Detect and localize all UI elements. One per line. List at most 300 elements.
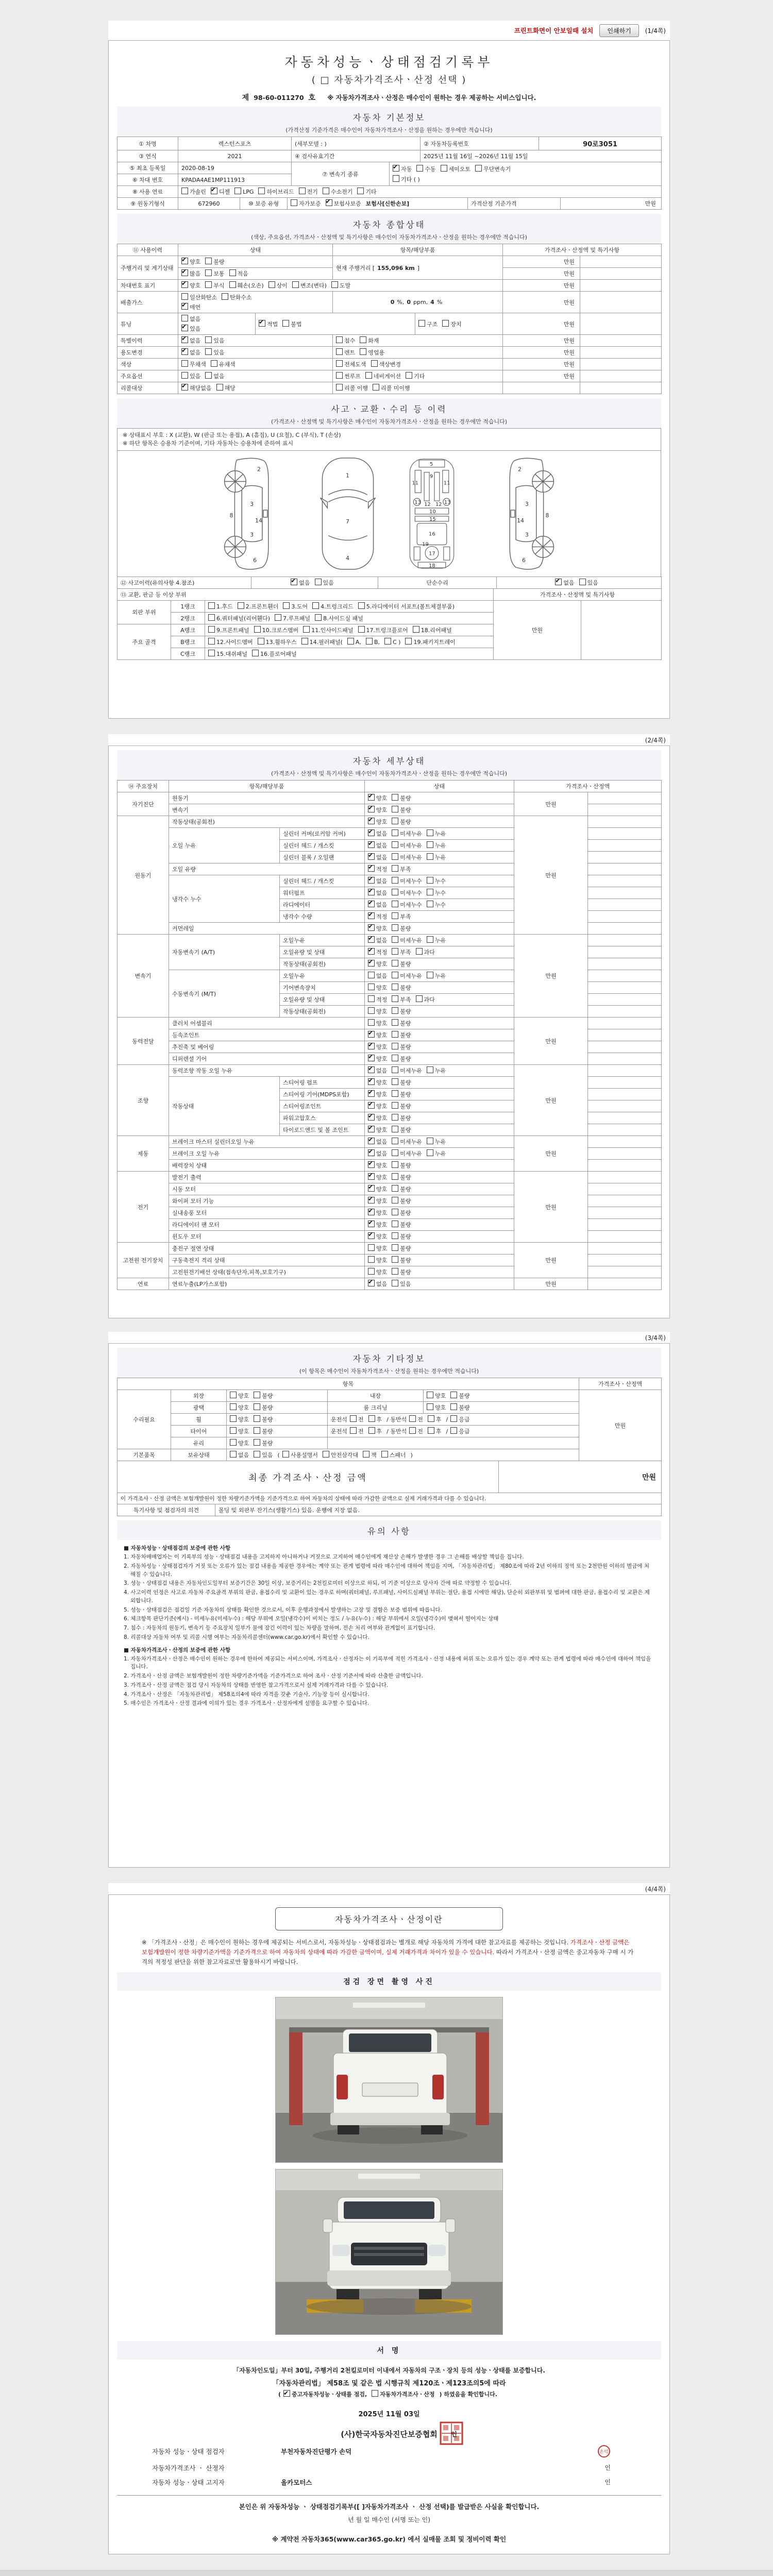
checkbox-option[interactable] <box>368 841 387 850</box>
checkbox-option[interactable] <box>381 1451 406 1459</box>
checkbox-option[interactable] <box>336 348 355 357</box>
unchecked-checkbox-icon[interactable] <box>368 1007 375 1014</box>
checkbox-option[interactable] <box>368 1232 387 1241</box>
checkbox-option[interactable] <box>366 638 380 646</box>
unchecked-checkbox-icon[interactable] <box>205 372 212 379</box>
unchecked-checkbox-icon[interactable] <box>208 638 215 645</box>
checkbox-option[interactable] <box>392 1185 411 1193</box>
unchecked-checkbox-icon[interactable] <box>336 372 343 379</box>
checkbox-option[interactable] <box>208 602 233 611</box>
checkbox-option[interactable] <box>427 1066 446 1075</box>
unchecked-checkbox-icon[interactable] <box>450 1403 457 1410</box>
unchecked-checkbox-icon[interactable] <box>360 336 366 343</box>
checkbox-option[interactable] <box>181 281 200 290</box>
unchecked-checkbox-icon[interactable] <box>392 1197 398 1204</box>
unchecked-checkbox-icon[interactable] <box>315 614 322 621</box>
unchecked-checkbox-icon[interactable] <box>392 924 398 931</box>
unchecked-checkbox-icon[interactable] <box>258 188 265 194</box>
unchecked-checkbox-icon[interactable] <box>368 1415 375 1422</box>
checkbox-option[interactable] <box>392 1221 411 1229</box>
checkbox-option[interactable] <box>208 614 270 622</box>
unchecked-checkbox-icon[interactable] <box>372 2390 378 2397</box>
unchecked-checkbox-icon[interactable] <box>360 348 366 355</box>
unchecked-checkbox-icon[interactable] <box>268 281 275 288</box>
checkbox-option[interactable] <box>368 1209 387 1217</box>
checkbox-option[interactable] <box>373 384 410 392</box>
unchecked-checkbox-icon[interactable] <box>358 626 365 633</box>
unchecked-checkbox-icon[interactable] <box>579 579 586 585</box>
checkbox-option[interactable] <box>205 269 224 278</box>
checkbox-option[interactable] <box>392 1031 411 1039</box>
checkbox-option[interactable] <box>350 1427 364 1435</box>
checkbox-option[interactable] <box>368 1149 387 1158</box>
checkbox-option[interactable] <box>368 995 387 1004</box>
unchecked-checkbox-icon[interactable] <box>392 960 398 967</box>
checkbox-option[interactable] <box>312 602 354 611</box>
unchecked-checkbox-icon[interactable] <box>392 829 398 836</box>
checkbox-option[interactable] <box>413 626 452 634</box>
unchecked-checkbox-icon[interactable] <box>291 199 297 206</box>
unchecked-checkbox-icon[interactable] <box>315 579 322 585</box>
unchecked-checkbox-icon[interactable] <box>205 336 212 343</box>
checked-checkbox-icon[interactable] <box>368 912 375 919</box>
unchecked-checkbox-icon[interactable] <box>365 372 372 379</box>
checkbox-option[interactable] <box>427 1392 446 1400</box>
checkbox-option[interactable] <box>254 1427 273 1435</box>
checkbox-option[interactable] <box>392 1149 422 1158</box>
checked-checkbox-icon[interactable] <box>368 1126 375 1132</box>
unchecked-checkbox-icon[interactable] <box>392 1256 398 1263</box>
checked-checkbox-icon[interactable] <box>368 1232 375 1239</box>
unchecked-checkbox-icon[interactable] <box>392 1078 398 1085</box>
checkbox-option[interactable] <box>392 853 422 861</box>
checkbox-option[interactable] <box>368 984 387 992</box>
unchecked-checkbox-icon[interactable] <box>336 384 343 391</box>
checkbox-option[interactable] <box>268 281 288 290</box>
unchecked-checkbox-icon[interactable] <box>208 626 215 633</box>
unchecked-checkbox-icon[interactable] <box>441 165 447 172</box>
checkbox-option[interactable] <box>450 1415 469 1423</box>
checkbox-option[interactable] <box>392 1256 411 1264</box>
unchecked-checkbox-icon[interactable] <box>230 1415 237 1422</box>
unchecked-checkbox-icon[interactable] <box>254 1403 260 1410</box>
unchecked-checkbox-icon[interactable] <box>413 626 419 633</box>
checkbox-option[interactable] <box>392 1138 422 1146</box>
checked-checkbox-icon[interactable] <box>368 1280 375 1286</box>
checkbox-option[interactable] <box>181 269 200 278</box>
checkbox-option[interactable] <box>392 806 411 814</box>
unchecked-checkbox-icon[interactable] <box>381 1451 388 1458</box>
checkbox-option[interactable] <box>211 360 236 368</box>
checkbox-option[interactable] <box>368 1185 387 1193</box>
checkbox-option[interactable] <box>208 650 247 658</box>
print-button[interactable]: 인쇄하기 <box>599 24 638 37</box>
checkbox-option[interactable] <box>392 1173 411 1181</box>
unchecked-checkbox-icon[interactable] <box>416 165 423 172</box>
checkbox-option[interactable] <box>315 614 363 622</box>
checkbox-option[interactable] <box>283 602 308 611</box>
checkbox-option[interactable] <box>205 258 224 266</box>
unchecked-checkbox-icon[interactable] <box>392 853 398 860</box>
checked-checkbox-icon[interactable] <box>368 1161 375 1168</box>
unchecked-checkbox-icon[interactable] <box>392 1268 398 1275</box>
checkbox-option[interactable] <box>418 320 438 328</box>
unchecked-checkbox-icon[interactable] <box>450 1392 457 1398</box>
unchecked-checkbox-icon[interactable] <box>350 1415 357 1422</box>
unchecked-checkbox-icon[interactable] <box>392 995 398 1002</box>
checkbox-option[interactable] <box>205 348 224 357</box>
unchecked-checkbox-icon[interactable] <box>427 889 433 895</box>
unchecked-checkbox-icon[interactable] <box>405 638 412 645</box>
checkbox-option[interactable] <box>336 336 355 345</box>
checkbox-option[interactable] <box>409 1415 423 1423</box>
unchecked-checkbox-icon[interactable] <box>392 1031 398 1038</box>
checkbox-option[interactable] <box>392 1161 411 1170</box>
checkbox-option[interactable] <box>360 348 384 357</box>
unchecked-checkbox-icon[interactable] <box>254 1427 260 1434</box>
checked-checkbox-icon[interactable] <box>393 165 399 172</box>
checkbox-option[interactable] <box>205 281 224 290</box>
unchecked-checkbox-icon[interactable] <box>303 626 310 633</box>
checkbox-option[interactable] <box>291 579 310 587</box>
checkbox-option[interactable] <box>368 972 387 980</box>
unchecked-checkbox-icon[interactable] <box>373 384 379 391</box>
checkbox-option[interactable] <box>384 638 400 646</box>
checkbox-option[interactable] <box>181 303 200 311</box>
checked-checkbox-icon[interactable] <box>181 258 188 264</box>
checkbox-option[interactable] <box>406 372 425 380</box>
checked-checkbox-icon[interactable] <box>291 579 297 585</box>
unchecked-checkbox-icon[interactable] <box>427 1392 433 1398</box>
checkbox-option[interactable] <box>181 293 217 301</box>
checked-checkbox-icon[interactable] <box>368 1031 375 1038</box>
unchecked-checkbox-icon[interactable] <box>392 1149 398 1156</box>
unchecked-checkbox-icon[interactable] <box>323 1451 329 1458</box>
checkbox-option[interactable] <box>368 1415 382 1423</box>
checkbox-option[interactable] <box>259 320 278 328</box>
checkbox-option[interactable] <box>368 1161 387 1170</box>
checked-checkbox-icon[interactable] <box>368 1102 375 1109</box>
checkbox-option[interactable] <box>254 1403 273 1412</box>
checkbox-option[interactable] <box>427 1149 446 1158</box>
unchecked-checkbox-icon[interactable] <box>331 281 338 288</box>
checkbox-option[interactable] <box>392 1232 411 1241</box>
unchecked-checkbox-icon[interactable] <box>427 1149 433 1156</box>
checkbox-option[interactable] <box>427 1403 446 1412</box>
unchecked-checkbox-icon[interactable] <box>392 1066 398 1073</box>
checkbox-option[interactable] <box>392 936 422 944</box>
checkbox-option[interactable] <box>323 1451 358 1459</box>
checkbox-option[interactable] <box>181 360 206 368</box>
checkbox-option[interactable] <box>392 829 422 838</box>
checkbox-option[interactable] <box>392 984 411 992</box>
checkbox-option[interactable] <box>368 1138 387 1146</box>
checkbox-option[interactable] <box>368 936 387 944</box>
checked-checkbox-icon[interactable] <box>368 1173 375 1180</box>
checkbox-option[interactable] <box>208 626 249 634</box>
unchecked-checkbox-icon[interactable] <box>254 1439 260 1446</box>
unchecked-checkbox-icon[interactable] <box>392 1232 398 1239</box>
checkbox-option[interactable] <box>392 972 422 980</box>
unchecked-checkbox-icon[interactable] <box>230 1451 237 1458</box>
unchecked-checkbox-icon[interactable] <box>392 901 398 907</box>
checked-checkbox-icon[interactable] <box>181 325 188 331</box>
unchecked-checkbox-icon[interactable] <box>416 948 423 955</box>
checkbox-option[interactable] <box>368 1221 387 1229</box>
unchecked-checkbox-icon[interactable] <box>254 626 261 633</box>
checkbox-option[interactable] <box>230 1439 249 1447</box>
checkbox-option[interactable] <box>181 315 200 323</box>
checked-checkbox-icon[interactable] <box>181 281 188 288</box>
checkbox-option[interactable] <box>392 1209 411 1217</box>
unchecked-checkbox-icon[interactable] <box>392 1244 398 1251</box>
checkbox-option[interactable] <box>208 638 253 646</box>
unchecked-checkbox-icon[interactable] <box>450 1427 457 1434</box>
checkbox-option[interactable] <box>368 1078 387 1087</box>
checkbox-option[interactable] <box>368 865 387 873</box>
unchecked-checkbox-icon[interactable] <box>222 293 228 300</box>
checkbox-option[interactable] <box>229 281 264 290</box>
unchecked-checkbox-icon[interactable] <box>368 1268 375 1275</box>
unchecked-checkbox-icon[interactable] <box>229 281 236 288</box>
unchecked-checkbox-icon[interactable] <box>254 1415 260 1422</box>
checkbox-option[interactable] <box>428 1415 442 1423</box>
checkbox-option[interactable] <box>368 829 387 838</box>
checked-checkbox-icon[interactable] <box>259 320 265 327</box>
checkbox-option[interactable] <box>331 281 350 290</box>
checkbox-option[interactable] <box>258 188 294 196</box>
unchecked-checkbox-icon[interactable] <box>371 360 378 367</box>
checkbox-option[interactable] <box>392 1090 411 1098</box>
unchecked-checkbox-icon[interactable] <box>368 1244 375 1251</box>
checkbox-option[interactable] <box>301 638 343 646</box>
unchecked-checkbox-icon[interactable] <box>357 188 364 194</box>
checkbox-option[interactable] <box>299 188 318 196</box>
checkbox-option[interactable] <box>368 1280 387 1288</box>
checked-checkbox-icon[interactable] <box>368 1043 375 1049</box>
unchecked-checkbox-icon[interactable] <box>208 650 215 656</box>
checkbox-option[interactable] <box>427 841 446 850</box>
unchecked-checkbox-icon[interactable] <box>230 1439 237 1446</box>
checkbox-option[interactable] <box>368 1197 387 1205</box>
unchecked-checkbox-icon[interactable] <box>428 1415 434 1422</box>
checked-checkbox-icon[interactable] <box>368 1221 375 1227</box>
unchecked-checkbox-icon[interactable] <box>229 269 236 276</box>
unchecked-checkbox-icon[interactable] <box>208 614 215 621</box>
checkbox-option[interactable] <box>368 853 387 861</box>
unchecked-checkbox-icon[interactable] <box>216 384 223 391</box>
checked-checkbox-icon[interactable] <box>368 853 375 860</box>
checkbox-option[interactable] <box>405 638 455 646</box>
checkbox-option[interactable] <box>392 960 411 968</box>
unchecked-checkbox-icon[interactable] <box>392 1185 398 1192</box>
checkbox-option[interactable] <box>416 995 435 1004</box>
checkbox-option[interactable] <box>323 188 353 196</box>
checked-checkbox-icon[interactable] <box>368 865 375 872</box>
unchecked-checkbox-icon[interactable] <box>358 602 365 609</box>
unchecked-checkbox-icon[interactable] <box>301 638 308 645</box>
unchecked-checkbox-icon[interactable] <box>427 829 433 836</box>
unchecked-checkbox-icon[interactable] <box>384 638 391 645</box>
unchecked-checkbox-icon[interactable] <box>392 877 398 884</box>
checkbox-option[interactable] <box>392 924 411 933</box>
unchecked-checkbox-icon[interactable] <box>392 1221 398 1227</box>
unchecked-checkbox-icon[interactable] <box>368 1427 375 1434</box>
checkbox-option[interactable] <box>368 1019 387 1027</box>
checkbox-option[interactable] <box>475 165 511 173</box>
checkbox-option[interactable] <box>409 1427 423 1435</box>
unchecked-checkbox-icon[interactable] <box>409 1427 416 1434</box>
checkbox-option[interactable] <box>181 372 200 380</box>
checkbox-option[interactable] <box>360 336 379 345</box>
checkbox-option[interactable] <box>230 1392 249 1400</box>
checkbox-option[interactable] <box>392 818 411 826</box>
checkbox-option[interactable] <box>358 602 455 611</box>
checkbox-option[interactable] <box>216 384 236 392</box>
checked-checkbox-icon[interactable] <box>368 841 375 848</box>
checkbox-option[interactable] <box>392 1043 411 1051</box>
checkbox-option[interactable] <box>368 818 387 826</box>
checked-checkbox-icon[interactable] <box>368 818 375 824</box>
unchecked-checkbox-icon[interactable] <box>427 1138 433 1144</box>
unchecked-checkbox-icon[interactable] <box>181 293 188 300</box>
checkbox-option[interactable] <box>326 199 361 208</box>
unchecked-checkbox-icon[interactable] <box>392 1280 398 1286</box>
checked-checkbox-icon[interactable] <box>368 924 375 931</box>
checkbox-option[interactable] <box>368 901 387 909</box>
checked-checkbox-icon[interactable] <box>368 1090 375 1097</box>
unchecked-checkbox-icon[interactable] <box>283 602 290 609</box>
unchecked-checkbox-icon[interactable] <box>392 912 398 919</box>
unchecked-checkbox-icon[interactable] <box>181 372 188 379</box>
unchecked-checkbox-icon[interactable] <box>416 995 423 1002</box>
unchecked-checkbox-icon[interactable] <box>392 1209 398 1215</box>
checkbox-option[interactable] <box>555 579 574 587</box>
checkbox-option[interactable] <box>368 924 387 933</box>
checkbox-option[interactable] <box>368 1268 387 1276</box>
unchecked-checkbox-icon[interactable] <box>427 972 433 978</box>
unchecked-checkbox-icon[interactable] <box>368 1019 375 1026</box>
unchecked-checkbox-icon[interactable] <box>427 877 433 884</box>
checkbox-option[interactable] <box>254 1451 273 1459</box>
checkbox-option[interactable] <box>282 320 301 328</box>
checkbox-option[interactable] <box>282 1451 318 1459</box>
checkbox-option[interactable] <box>392 865 411 873</box>
checkbox-option[interactable] <box>347 638 361 646</box>
unchecked-checkbox-icon[interactable] <box>427 936 433 943</box>
unchecked-checkbox-icon[interactable] <box>299 188 306 194</box>
checked-checkbox-icon[interactable] <box>368 806 375 812</box>
unchecked-checkbox-icon[interactable] <box>205 258 212 264</box>
checked-checkbox-icon[interactable] <box>368 1138 375 1144</box>
checkbox-option[interactable] <box>230 1451 249 1459</box>
checked-checkbox-icon[interactable] <box>368 794 375 801</box>
checkbox-option[interactable] <box>427 877 446 885</box>
unchecked-checkbox-icon[interactable] <box>323 188 329 194</box>
checkbox-option[interactable] <box>368 1066 387 1075</box>
unchecked-checkbox-icon[interactable] <box>336 348 343 355</box>
checkbox-option[interactable] <box>368 794 387 802</box>
unchecked-checkbox-icon[interactable] <box>181 315 188 321</box>
unchecked-checkbox-icon[interactable] <box>393 175 399 182</box>
checkbox-option[interactable] <box>450 1403 469 1412</box>
unchecked-checkbox-icon[interactable] <box>392 889 398 895</box>
checked-checkbox-icon[interactable] <box>181 303 188 310</box>
checkbox-option[interactable] <box>368 1126 387 1134</box>
unchecked-checkbox-icon[interactable] <box>392 1138 398 1144</box>
checkbox-option[interactable] <box>254 1415 273 1423</box>
unchecked-checkbox-icon[interactable] <box>230 1427 237 1434</box>
unchecked-checkbox-icon[interactable] <box>392 1043 398 1049</box>
checkbox-option[interactable] <box>363 1451 377 1459</box>
checkbox-option[interactable] <box>368 912 387 921</box>
checkbox-option[interactable] <box>254 1439 273 1447</box>
unchecked-checkbox-icon[interactable] <box>475 165 482 172</box>
checkbox-option[interactable] <box>357 188 376 196</box>
checked-checkbox-icon[interactable] <box>181 336 188 343</box>
unchecked-checkbox-icon[interactable] <box>347 638 354 645</box>
checkbox-option[interactable] <box>372 2389 434 2400</box>
unchecked-checkbox-icon[interactable] <box>230 1403 237 1410</box>
unchecked-checkbox-icon[interactable] <box>392 818 398 824</box>
unchecked-checkbox-icon[interactable] <box>252 650 259 656</box>
checked-checkbox-icon[interactable] <box>368 829 375 836</box>
checkbox-option[interactable] <box>427 889 446 897</box>
checkbox-option[interactable] <box>205 336 224 345</box>
checkbox-option[interactable] <box>392 1197 411 1205</box>
checked-checkbox-icon[interactable] <box>368 877 375 884</box>
checked-checkbox-icon[interactable] <box>555 579 562 585</box>
checked-checkbox-icon[interactable] <box>368 889 375 895</box>
checked-checkbox-icon[interactable] <box>368 901 375 907</box>
checkbox-option[interactable] <box>303 626 353 634</box>
checked-checkbox-icon[interactable] <box>368 1055 375 1061</box>
unchecked-checkbox-icon[interactable] <box>392 1090 398 1097</box>
unchecked-checkbox-icon[interactable] <box>392 1007 398 1014</box>
checkbox-option[interactable] <box>368 960 387 968</box>
checkbox-option[interactable] <box>181 188 206 196</box>
unchecked-checkbox-icon[interactable] <box>450 1415 457 1422</box>
checkbox-option[interactable] <box>392 1055 411 1063</box>
checkbox-option[interactable] <box>392 1078 411 1087</box>
checkbox-option[interactable] <box>368 1173 387 1181</box>
checkbox-option[interactable] <box>254 626 299 634</box>
checkbox-option[interactable] <box>315 579 334 587</box>
unchecked-checkbox-icon[interactable] <box>392 948 398 955</box>
unchecked-checkbox-icon[interactable] <box>392 1126 398 1132</box>
checked-checkbox-icon[interactable] <box>368 936 375 943</box>
checkbox-option[interactable] <box>368 1244 387 1252</box>
unchecked-checkbox-icon[interactable] <box>205 281 212 288</box>
unchecked-checkbox-icon[interactable] <box>392 972 398 978</box>
checkbox-option[interactable] <box>442 320 461 328</box>
checkbox-option[interactable] <box>416 948 435 956</box>
unchecked-checkbox-icon[interactable] <box>366 638 373 645</box>
checked-checkbox-icon[interactable] <box>283 2390 290 2397</box>
checkbox-option[interactable] <box>181 258 200 266</box>
checked-checkbox-icon[interactable] <box>326 199 332 206</box>
checked-checkbox-icon[interactable] <box>368 1066 375 1073</box>
unchecked-checkbox-icon[interactable] <box>368 984 375 990</box>
checkbox-option[interactable] <box>368 1090 387 1098</box>
unchecked-checkbox-icon[interactable] <box>442 320 449 327</box>
unchecked-checkbox-icon[interactable] <box>312 602 319 609</box>
unchecked-checkbox-icon[interactable] <box>427 1403 433 1410</box>
checkbox-option[interactable] <box>258 638 297 646</box>
checkbox-option[interactable] <box>428 1427 442 1435</box>
unchecked-checkbox-icon[interactable] <box>336 360 343 367</box>
checkbox-option[interactable] <box>392 1244 411 1252</box>
